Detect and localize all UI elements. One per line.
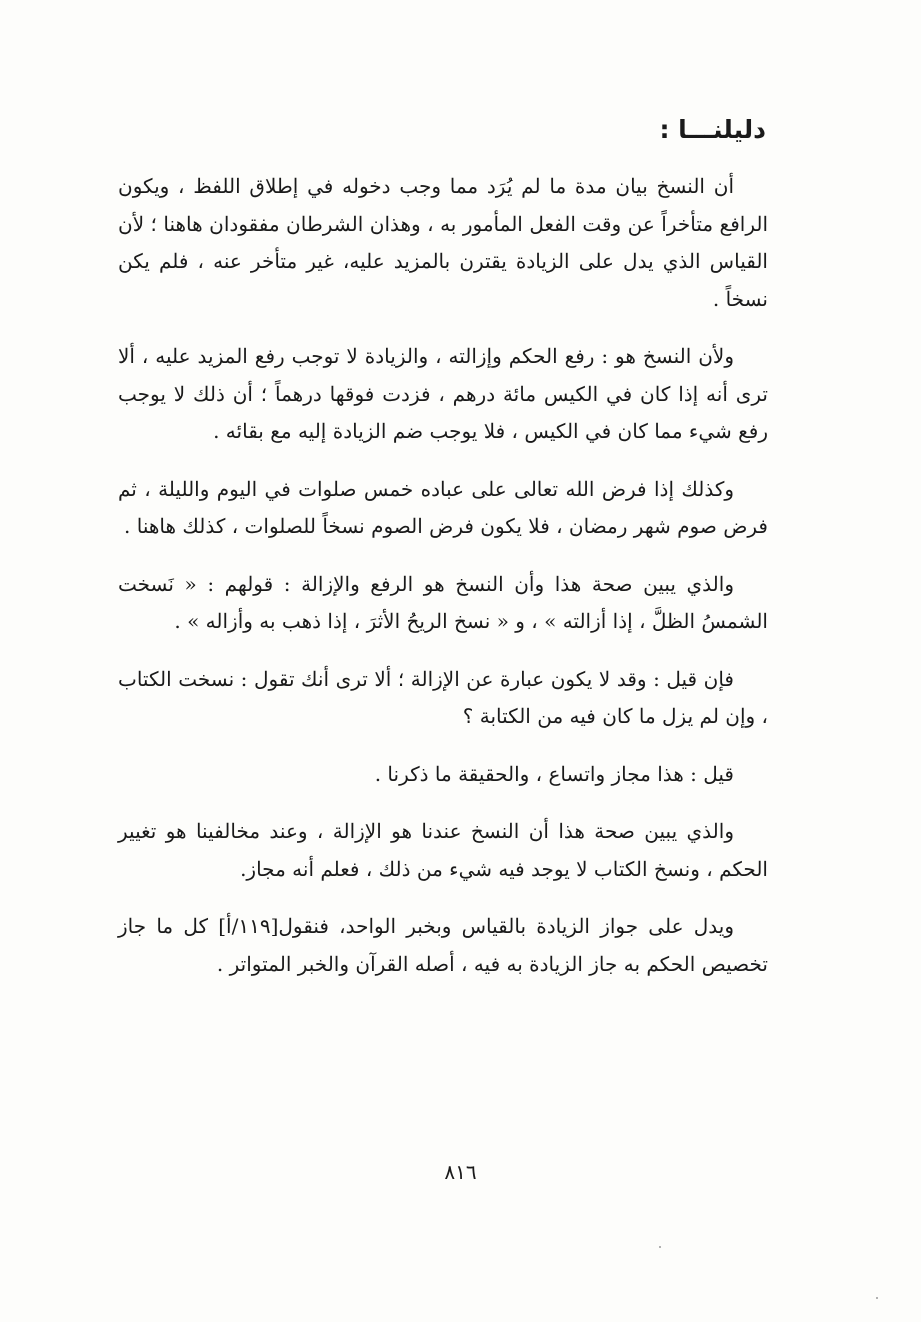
paragraph-8: ويدل على جواز الزيادة بالقياس وبخبر الواحد، فنقول[١١٩/أ] كل ما جاز تخصيص الحكم به جاز الزيادة به فيه ، أصله القرآن والخبر المتواتر . bbox=[118, 914, 768, 976]
page-body bbox=[118, 110, 768, 1003]
scan-speck bbox=[876, 1297, 878, 1299]
paragraph-4: والذي يبين صحة هذا وأن النسخ هو الرفع والإزالة : قولهم : « نَسخت الشمسُ الظلَّ ، إذا أزالته » ، و « نسخ الريحُ الأثرَ ، إذا ذهب به وأزاله » . bbox=[118, 571, 768, 633]
paragraph-5: فإن قيل : وقد لا يكون عبارة عن الإزالة ؛ ألا ترى أنك تقول : نسخت الكتاب ، وإن لم يزل ما كان فيه من الكتابة ؟ bbox=[118, 666, 768, 728]
paragraph-2: ولأن النسخ هو : رفع الحكم وإزالته ، والزيادة لا توجب رفع المزيد عليه ، ألا ترى أنه إذا كان في الكيس مائة درهم ، فزدت فوقها درهماً ؛ أن ذلك لا يوجب رفع شيء مما كان في الكيس ، فلا يوجب ضم الزيادة إليه مع بقائه . bbox=[118, 344, 768, 443]
section-heading: دليلنـــا : bbox=[659, 115, 766, 144]
scan-speck bbox=[659, 1246, 661, 1248]
page-number: ٨١٦ bbox=[444, 1160, 477, 1184]
paragraph-1: أن النسخ بيان مدة ما لم يُرَد مما وجب دخوله في إطلاق اللفظ ، ويكون الرافع متأخراً عن وقت الفعل المأمور به ، وهذان الشرطان مفقودان هاهنا ؛ لأن القياس الذي يدل على الزيادة يقترن بالمزيد عليه، غير متأخر عنه ، فلم يكن نسخاً . bbox=[118, 174, 768, 311]
paragraph-6: قيل : هذا مجاز واتساع ، والحقيقة ما ذكرنا . bbox=[374, 761, 734, 786]
paragraph-3: وكذلك إذا فرض الله تعالى على عباده خمس صلوات في اليوم والليلة ، ثم فرض صوم شهر رمضان ، فلا يكون فرض الصوم نسخاً للصلوات ، كذلك هاهنا . bbox=[118, 476, 768, 538]
paragraph-7: والذي يبين صحة هذا أن النسخ عندنا هو الإزالة ، وعند مخالفينا هو تغيير الحكم ، ونسخ الكتاب لا يوجد فيه شيء من ذلك ، فعلم أنه مجاز. bbox=[118, 819, 768, 881]
